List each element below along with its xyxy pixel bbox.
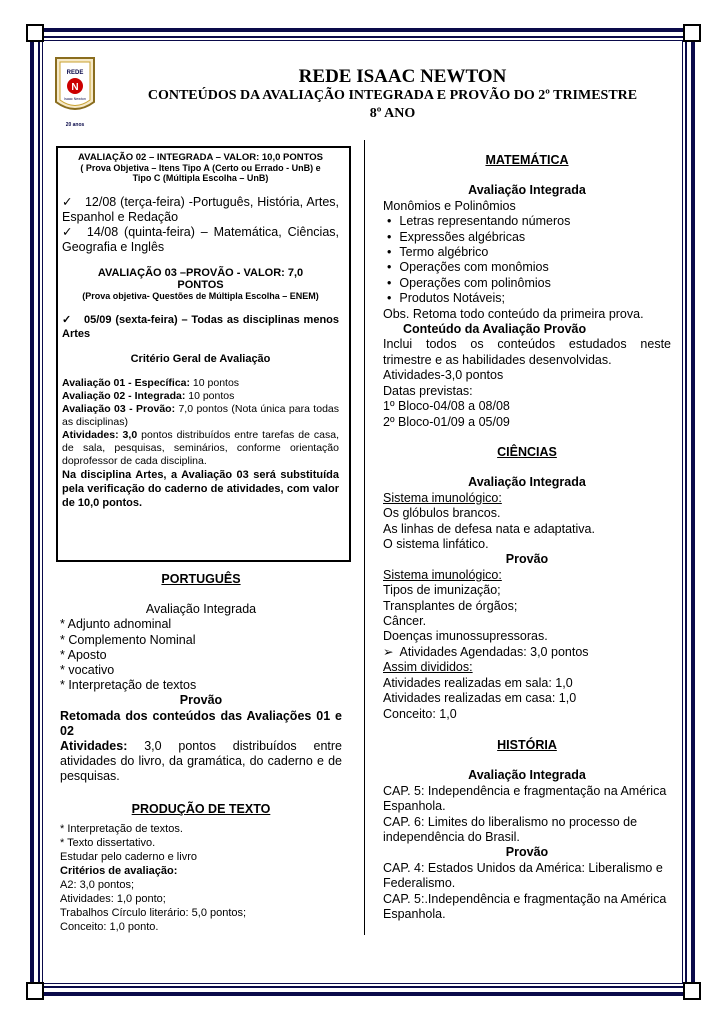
matematica-topic: Monômios e Polinômios — [383, 198, 516, 213]
producao-criterios-label: Critérios de avaliação: — [60, 865, 178, 877]
list-item: • Operações com polinômios — [401, 276, 671, 291]
criteria-1: Avaliação 01 - Específica: 10 pontos — [62, 377, 240, 389]
av02-date-1: ✓ 12/08 (terça-feira) -Português, História, Artes, Espanhol e Redação — [62, 195, 339, 225]
evaluation-info-box — [56, 146, 351, 562]
list-item: • Letras representando números — [401, 214, 671, 229]
historia-section — [383, 738, 671, 922]
svg-text:20 anos: 20 anos — [65, 122, 85, 128]
svg-text:N: N — [71, 82, 79, 93]
list-item: • Expressões algébricas — [401, 230, 671, 245]
portugues-provao-text: Retomada dos conteúdos das Avaliações 01 e 02 — [60, 708, 342, 738]
list-item: * Interpretação de textos — [60, 678, 197, 693]
list-item: CAP. 5:.Independência e fragmentação na América Espanhola. — [383, 891, 667, 922]
list-item: Estudar pelo caderno e livro — [60, 851, 197, 863]
ciencias-heading: CIÊNCIAS — [497, 445, 557, 459]
list-item: • Termo algébrico — [401, 245, 671, 260]
ciencias-integrada-title: Avaliação Integrada — [468, 475, 586, 490]
list-item: CAP. 4: Estados Unidos da América: Liberalismo e Federalismo. — [383, 860, 663, 891]
matematica-provao-text: Inclui todos os conteúdos estudados neste trimestre e as habilidades desenvolvidas. — [383, 337, 671, 367]
list-item: Doenças imunossupressoras. — [383, 629, 548, 644]
list-item: * vocativo — [60, 663, 115, 678]
matematica-provao-title: Conteúdo da Avaliação Provão — [403, 322, 587, 337]
list-item: * Interpretação de textos. — [60, 823, 183, 835]
criteria-4: Atividades: 3,0 pontos distribuídos entre tarefas de casa, de sala, pesquisas, seminários, conforme orientação doprofessor de cada disciplina. — [62, 429, 339, 467]
historia-provao-title: Provão — [505, 845, 549, 860]
producao-section — [60, 802, 342, 934]
ciencias-assim: Assim divididos: — [383, 660, 473, 675]
av03-date: ✓ 05/09 (sexta-feira) – Todas as disciplinas menos Artes — [62, 313, 339, 341]
historia-integrada-title: Avaliação Integrada — [468, 768, 586, 783]
historia-heading: HISTÓRIA — [497, 738, 557, 752]
list-item: Atividades: 1,0 ponto; — [60, 893, 166, 905]
portugues-section — [60, 572, 342, 785]
list-item: Atividades realizadas em sala: 1,0 — [383, 675, 573, 690]
producao-heading: PRODUÇÃO DE TEXTO — [131, 802, 271, 816]
column-divider — [364, 140, 365, 935]
list-item: A2: 3,0 pontos; — [60, 879, 134, 891]
portugues-provao-title: Provão — [179, 693, 223, 708]
corner-ornament — [683, 24, 701, 42]
list-item: Os glóbulos brancos. — [383, 506, 501, 521]
list-item: Conceito: 1,0 ponto. — [60, 921, 159, 933]
list-item: • Operações com monômios — [401, 260, 671, 275]
ciencias-section — [383, 445, 671, 722]
list-item: Câncer. — [383, 614, 427, 629]
list-item: * Adjunto adnominal — [60, 617, 172, 632]
list-item: 1º Bloco-04/08 a 08/08 — [383, 399, 510, 414]
av02-note: ( Prova Objetiva – Itens Tipo A (Certo ou Errado - UnB) e Tipo C (Múltipla Escolha – UnB) — [80, 163, 321, 183]
av02-title: AVALIAÇÃO 02 – INTEGRADA – VALOR: 10,0 PONTOS — [78, 152, 323, 163]
matematica-list — [383, 214, 671, 306]
portugues-heading: PORTUGUÊS — [161, 572, 241, 586]
svg-text:REDE: REDE — [66, 70, 84, 76]
list-item: * Complemento Nominal — [60, 632, 196, 647]
list-item: Trabalhos Círculo literário: 5,0 pontos; — [60, 907, 247, 919]
matematica-integrada-title: Avaliação Integrada — [468, 183, 586, 198]
criteria-3: Avaliação 03 - Provão: 7,0 pontos (Nota única para todas as disciplinas) — [62, 403, 339, 428]
corner-ornament — [683, 982, 701, 1000]
av02-date-2: ✓ 14/08 (quinta-feira) – Matemática, Ciências, Geografia e Inglês — [62, 225, 339, 255]
matematica-heading: MATEMÁTICA — [485, 153, 569, 167]
list-item: • Produtos Notáveis; — [401, 291, 671, 306]
school-logo — [52, 50, 98, 130]
list-item: Datas previstas: — [383, 383, 473, 398]
av03-title: AVALIAÇÃO 03 –PROVÃO - VALOR: 7,0 PONTOS — [97, 267, 304, 291]
list-item: Transplantes de órgãos; — [383, 598, 518, 613]
matematica-section — [383, 153, 671, 430]
artes-note: Na disciplina Artes, a Avaliação 03 será substituída pela verificação do caderno de atividades, com valor de 10,0 pontos. — [62, 469, 339, 509]
ciencias-provao-topic: Sistema imunológico: — [383, 567, 502, 582]
list-item: Atividades realizadas em casa: 1,0 — [383, 691, 577, 706]
list-item: Atividades-3,0 pontos — [383, 368, 504, 383]
av03-note: (Prova objetiva- Questões de Múltipla Escolha – ENEM) — [82, 291, 319, 301]
corner-ornament — [26, 982, 44, 1000]
criteria-title: Critério Geral de Avaliação — [130, 353, 271, 365]
page-title: REDE ISAAC NEWTON — [298, 66, 507, 87]
list-item: * Texto dissertativo. — [60, 837, 156, 849]
page-subtitle: CONTEÚDOS DA AVALIAÇÃO INTEGRADA E PROVÃO DO 2º TRIMESTRE — [147, 88, 638, 103]
portugues-atividades: Atividades: 3,0 pontos distribuídos entre atividades do livro, da gramática, do caderno e de pesquisas. — [60, 739, 342, 784]
ciencias-provao-title: Provão — [505, 552, 549, 567]
list-item: 2º Bloco-01/09 a 05/09 — [383, 414, 510, 429]
list-item: Conceito: 1,0 — [383, 706, 457, 721]
list-item: CAP. 6: Limites do liberalismo no processo de independência do Brasil. — [383, 814, 638, 845]
list-item: CAP. 5: Independência e fragmentação na América Espanhola. — [383, 783, 667, 814]
list-item: As linhas de defesa nata e adaptativa. — [383, 521, 595, 536]
matematica-obs: Obs. Retoma todo conteúdo da primeira prova. — [383, 306, 644, 321]
criteria-2: Avaliação 02 - Integrada: 10 pontos — [62, 390, 235, 402]
ciencias-integrada-topic: Sistema imunológico: — [383, 490, 502, 505]
list-item: Tipos de imunização; — [383, 583, 501, 598]
portugues-integrada-title: Avaliação Integrada — [145, 602, 257, 617]
ciencias-atividades: ➢ Atividades Agendadas: 3,0 pontos — [383, 645, 671, 660]
list-item: O sistema linfático. — [383, 537, 489, 552]
corner-ornament — [26, 24, 44, 42]
grade-label: 8º ANO — [369, 106, 416, 121]
svg-text:Isaac Newton: Isaac Newton — [64, 97, 86, 101]
list-item: * Aposto — [60, 647, 107, 662]
